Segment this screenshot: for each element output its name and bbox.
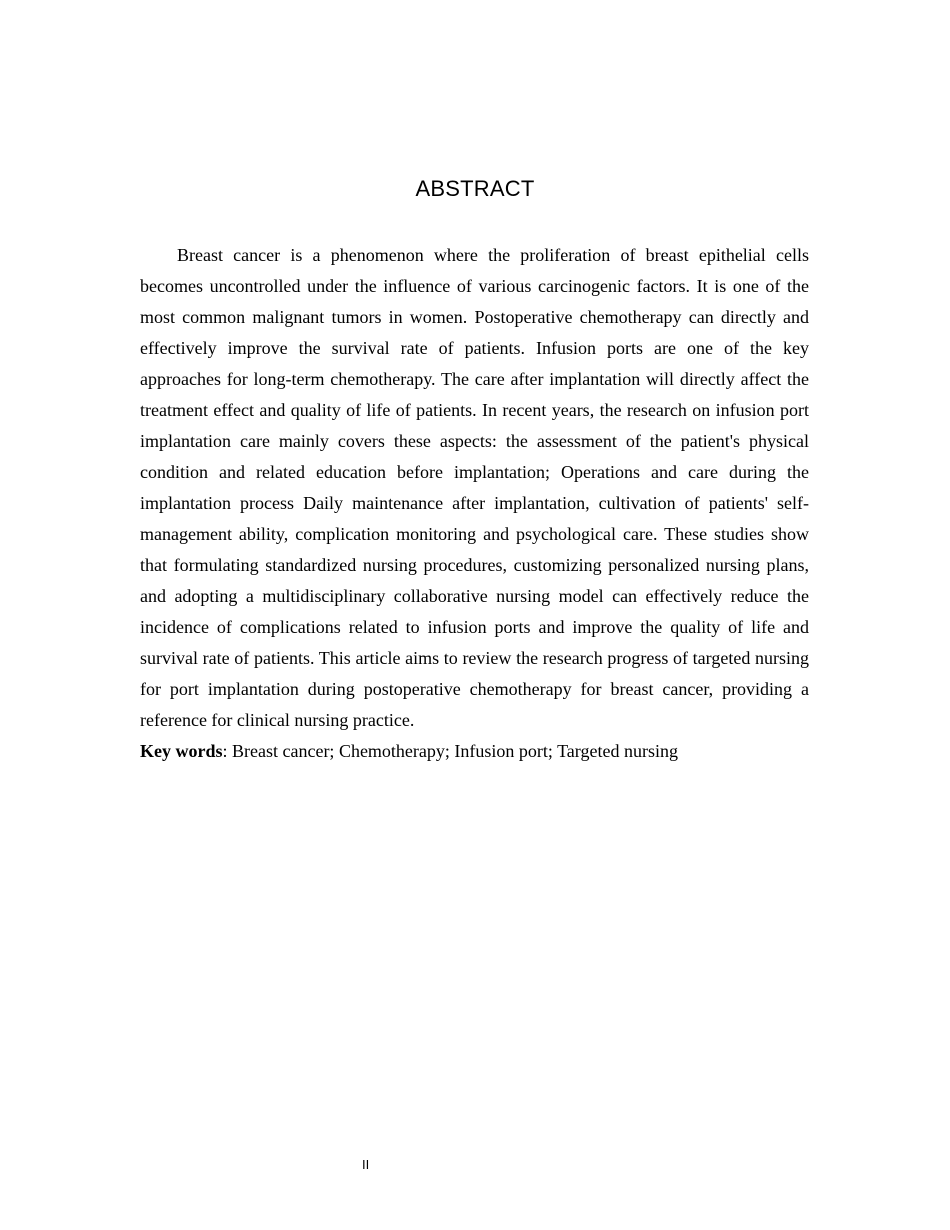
keywords-text: : Breast cancer; Chemotherapy; Infusion port; Targeted nursing	[222, 741, 678, 761]
page-number: II	[362, 1157, 370, 1172]
keywords-line	[140, 736, 809, 767]
page-title: ABSTRACT	[415, 176, 535, 201]
abstract-paragraph: Breast cancer is a phenomenon where the proliferation of breast epithelial cells becomes uncontrolled under the influence of various carcinogenic factors. It is one of the most common malignant tumors in women. Postoperative chemotherapy can directly and effectively improve the survival rate of patients. Infusion ports are one of the key approaches for long-term chemotherapy. The care after implantation will directly affect the treatment effect and quality of life of patients. In recent years, the research on infusion port implantation care mainly covers these aspects: the assessment of the patient's physical condition and related education before implantation; Operations and care during the implantation process Daily maintenance after implantation, cultivation of patients' self-management ability, complication monitoring and psychological care. These studies show that formulating standardized nursing procedures, customizing personalized nursing plans, and adopting a multidisciplinary collaborative nursing model can effectively reduce the incidence of complications related to infusion ports and improve the quality of life and survival rate of patients. This article aims to review the research progress of targeted nursing for port implantation during postoperative chemotherapy for breast cancer, providing a reference for clinical nursing practice.	[140, 245, 809, 730]
keywords-label: Key words	[140, 741, 223, 761]
